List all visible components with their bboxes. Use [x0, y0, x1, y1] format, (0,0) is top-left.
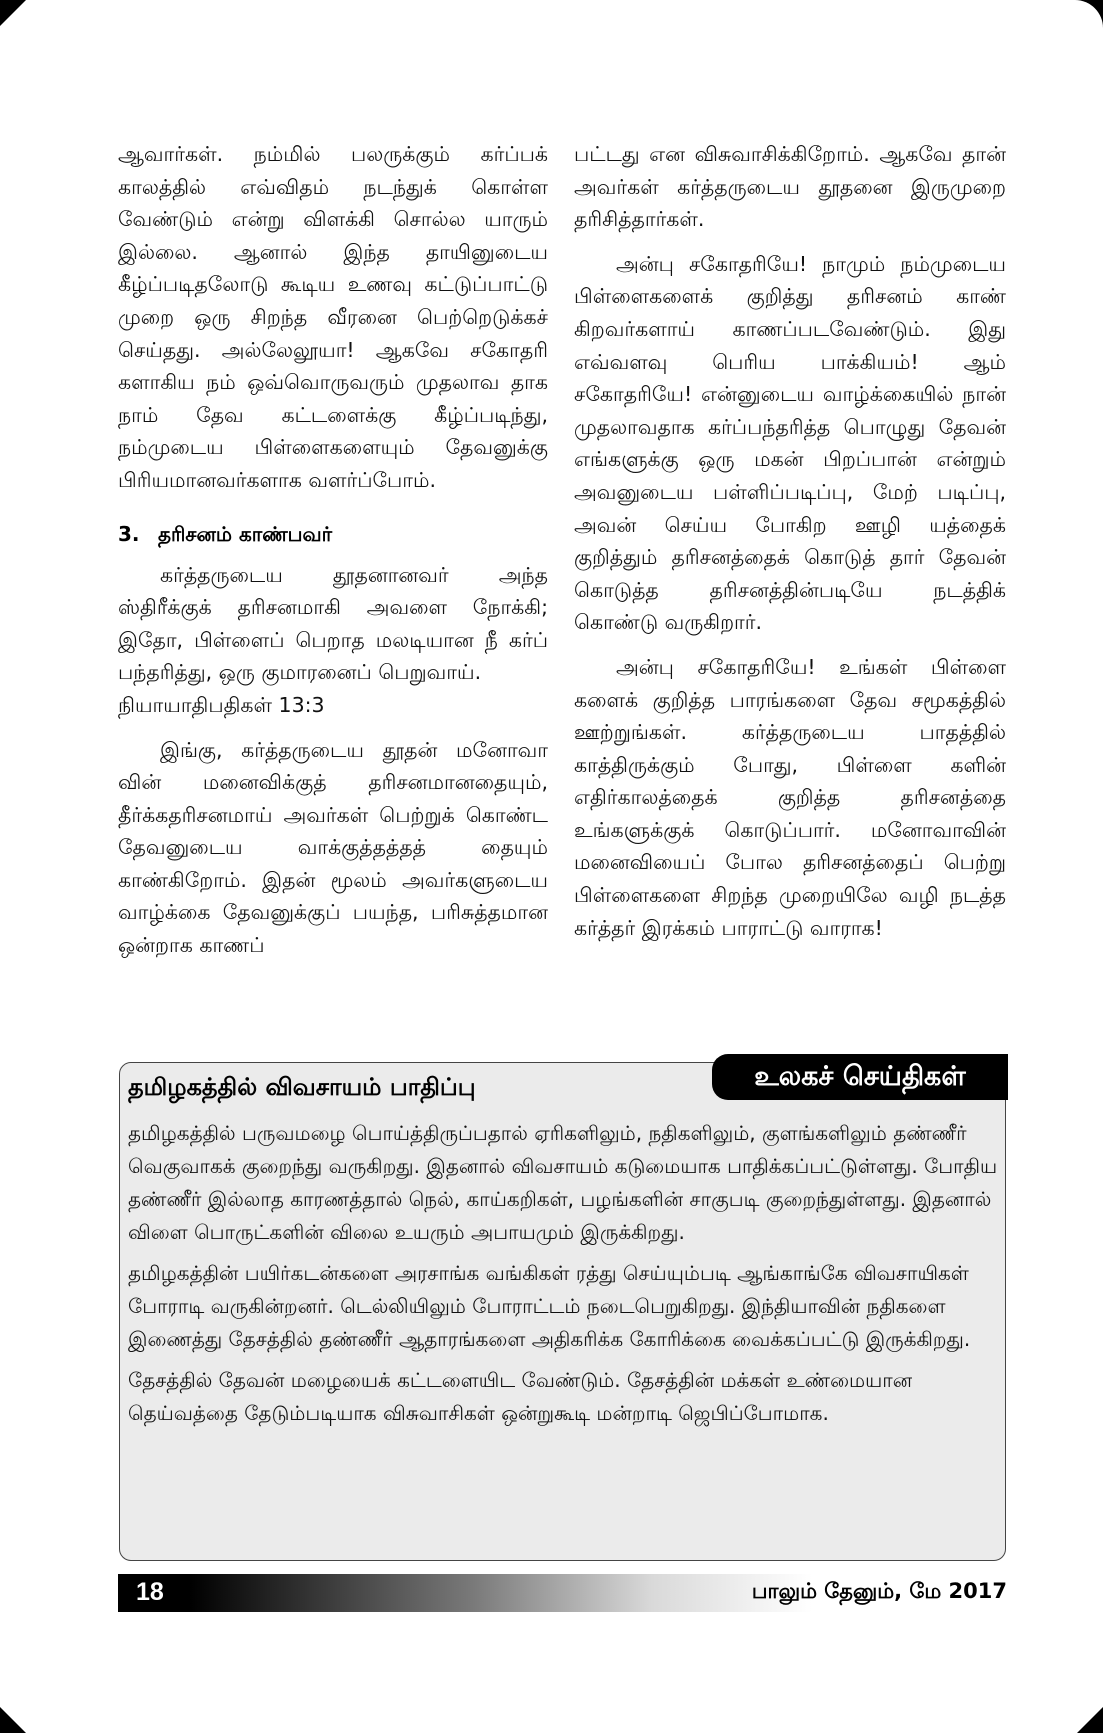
section-title: தரிசனம் காண்பவர் — [158, 521, 333, 546]
page-corner — [0, 0, 26, 26]
news-section-tab: உலகச் செய்திகள் — [712, 1054, 1008, 1100]
news-paragraph: தேசத்தில் தேவன் மழையைக் கட்டளையிட வேண்டும். தேசத்தின் மக்கள் உண்மையான தெய்வத்தை தேடும்படியாக விசுவாசிகள் ஒன்றுகூடி மன்றாடி ஜெபிப்போமாக. — [128, 1368, 913, 1425]
news-paragraph: தமிழகத்தின் பயிர்கடன்களை அரசாங்க வங்கிகள் ரத்து செய்யும்படி ஆங்காங்கே விவசாயிகள் போராடி வருகின்றனர். டெல்லியிலும் போராட்டம் நடைபெறுகிறது. இந்தியாவின் நதிகளை இணைத்து தேசத்தில் தண்ணீர் ஆதாரங்களை அதிகரிக்க கோரிக்கை வைக்கப்பட்டு இருக்கிறது. — [128, 1261, 971, 1351]
scripture-reference: நியாயாதிபதிகள் 13:3 — [118, 692, 325, 717]
paragraph: கர்த்தருடைய தூதனானவர் அந்த ஸ்திரீக்குக் தரிசனமாகி அவளை நோக்கி; இதோ, பிள்ளைப் பெறாத மலடியான நீ கர்ப் பந்தரித்து, ஒரு குமாரனைப் பெறுவாய். — [118, 562, 548, 685]
section-number: 3. — [118, 521, 140, 546]
news-body — [128, 1117, 998, 1438]
paragraph: பட்டது என விசுவாசிக்கிறோம். ஆகவே தான் அவர்கள் கர்த்தருடைய தூதனை இருமுறை தரிசித்தார்கள். — [574, 142, 1006, 232]
right-column — [574, 138, 1006, 956]
paragraph: அன்பு சகோதரியே! நாமும் நம்முடைய பிள்ளைகளைக் குறித்து தரிசனம் காண் கிறவர்களாய் காணப்படவேண்டும். இது எவ்வளவு பெரிய பாக்கியம்! ஆம் சகோதரியே! என்னுடைய வாழ்க்கையில் நான் முதலாவதாக கர்ப்பந்தரித்த பொழுது தேவன் எங்களுக்கு ஒரு மகன் பிறப்பான் என்றும் அவனுடைய பள்ளிப்படிப்பு, மேற் படிப்பு, அவன் செய்ய போகிற ஊழி யத்தைக் குறித்தும் தரிசனத்தைக் கொடுத் தார் தேவன் கொடுத்த தரிசனத்தின்படியே நடத்திக் கொண்டு வருகிறார். — [574, 251, 1006, 635]
page-number: 18 — [136, 1578, 164, 1606]
paragraph: ஆவார்கள். நம்மில் பலருக்கும் கர்ப்பக் காலத்தில் எவ்விதம் நடந்துக் கொள்ள வேண்டும் என்று விளக்கி சொல்ல யாரும் இல்லை. ஆனால் இந்த தாயினுடைய கீழ்ப்படிதலோடு கூடிய உணவு கட்டுப்பாட்டு முறை ஒரு சிறந்த வீரனை பெற்றெடுக்கச் செய்தது. அல்லேலூயா! ஆகவே சகோதரி களாகிய நம் ஒவ்வொருவரும் முதலாவ தாக நாம் தேவ கட்டளைக்கு கீழ்ப்படிந்து, நம்முடைய பிள்ளைகளையும் தேவனுக்கு பிரியமானவர்களாக வளர்ப்போம். — [118, 142, 548, 492]
left-column — [118, 138, 548, 974]
news-title: தமிழகத்தில் விவசாயம் பாதிப்பு — [128, 1072, 476, 1101]
publication-name: பாலும் தேனும், மே 2017 — [751, 1579, 1007, 1603]
news-paragraph: தமிழகத்தில் பருவமழை பொய்த்திருப்பதால் ஏரிகளிலும், நதிகளிலும், குளங்களிலும் தண்ணீர் வெகுவாகக் குறைந்து வருகிறது. இதனால் விவசாயம் கடுமையாக பாதிக்கப்பட்டுள்ளது. போதிய தண்ணீர் இல்லாத காரணத்தால் நெல், காய்கறிகள், பழங்களின் சாகுபடி குறைந்துள்ளது. இதனால் விளை பொருட்களின் விலை உயரும் அபாயமும் இருக்கிறது. — [128, 1121, 998, 1244]
page-corner — [0, 1707, 26, 1733]
paragraph: இங்கு, கர்த்தருடைய தூதன் மனோவா வின் மனைவிக்குத் தரிசனமானதையும், தீர்க்கதரிசனமாய் அவர்கள் பெற்றுக் கொண்ட தேவனுடைய வாக்குத்தத்தத் தையும் காண்கிறோம். இதன் மூலம் அவர்களுடைய வாழ்க்கை தேவனுக்குப் பயந்த, பரிசுத்தமான ஒன்றாக காணப் — [118, 737, 548, 958]
section-heading — [118, 519, 548, 549]
page-corner — [1077, 1707, 1103, 1733]
paragraph: அன்பு சகோதரியே! உங்கள் பிள்ளை களைக் குறித்த பாரங்களை தேவ சமூகத்தில் ஊற்றுங்கள். கர்த்தருடைய பாதத்தில் காத்திருக்கும் போது, பிள்ளை களின் எதிர்காலத்தைக் குறித்த தரிசனத்தை உங்களுக்குக் கொடுப்பார். மனோவாவின் மனைவியைப் போல தரிசனத்தைப் பெற்று பிள்ளைகளை சிறந்த முறையிலே வழி நடத்த கர்த்தர் இரக்கம் பாராட்டு வாராக! — [574, 654, 1006, 940]
